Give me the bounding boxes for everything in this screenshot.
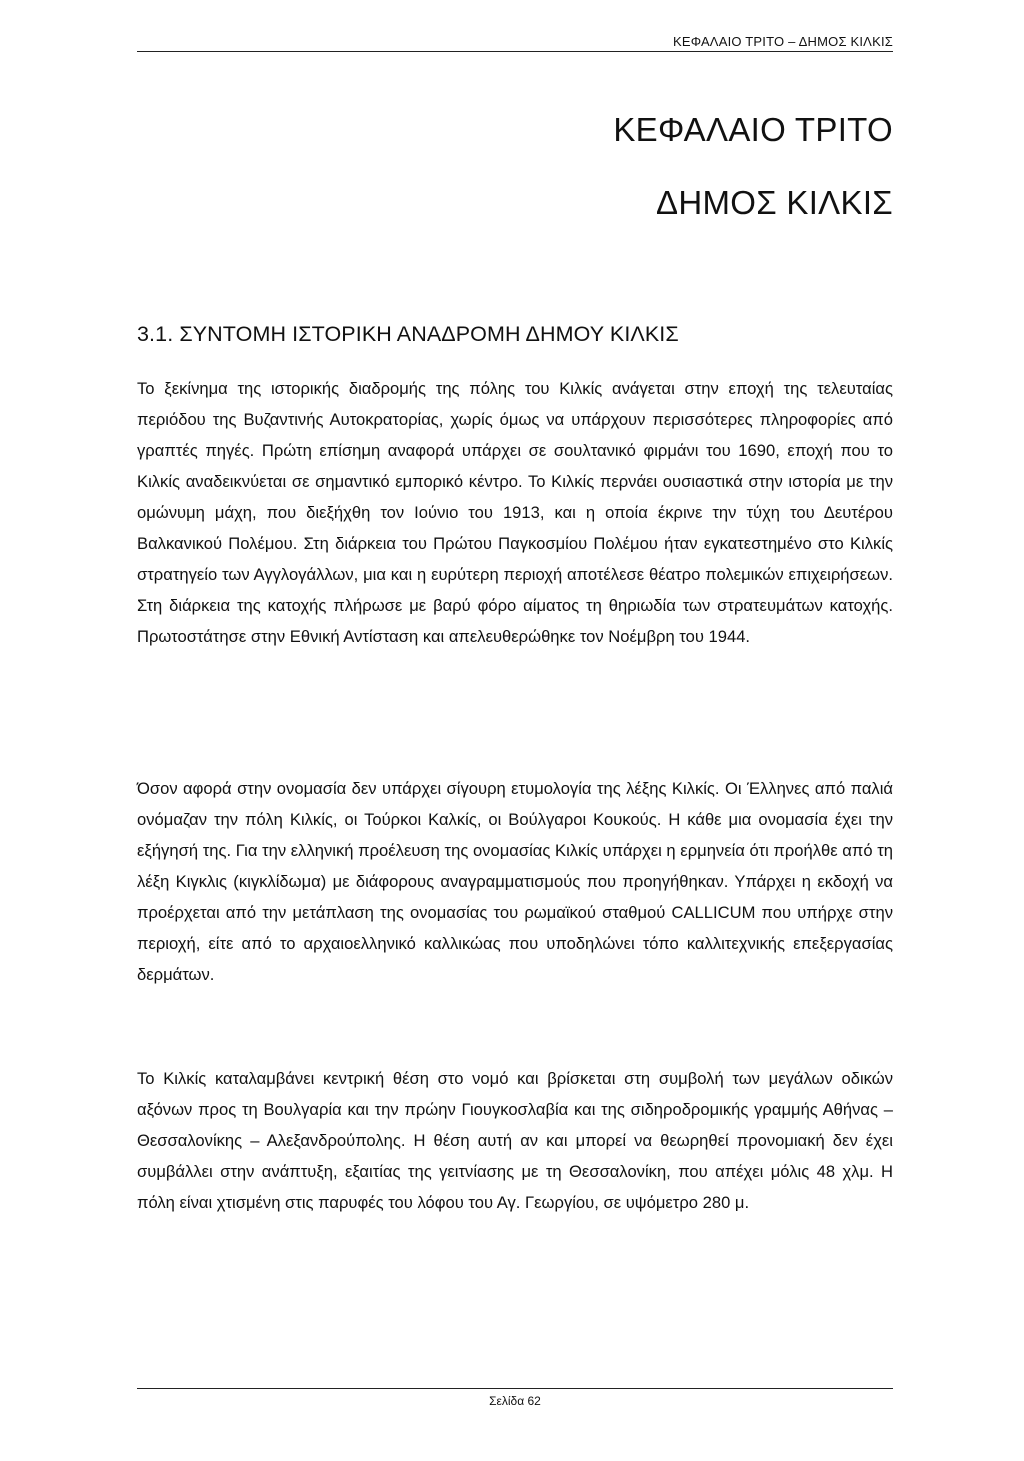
paragraph-history: Το ξεκίνημα της ιστορικής διαδρομής της πόλης του Κιλκίς ανάγεται στην εποχή της τελευταίας περιόδου της Βυζαντινής Αυτοκρατορίας, χωρίς όμως να υπάρχουν περισσότερες πληροφορίες από γραπτές πηγές. Πρώτη επίσημη αναφορά υπάρχει σε σουλτανικό φιρμάνι του 1690, εποχή που το Κιλκίς αναδεικνύεται σε σημαντικό εμπορικό κέντρο. Το Κιλκίς περνάει ουσιαστικά στην ιστορία με την ομώνυμη μάχη, που διεξήχθη τον Ιούνιο του 1913, και η οποία έκρινε την τύχη του Δευτέρου Βαλκανικού Πολέμου. Στη διάρκεια του Πρώτου Παγκοσμίου Πολέμου ήταν εγκατεστημένο στο Κιλκίς στρατηγείο των Αγγλογάλλων, μια και η ευρύτερη περιοχή αποτέλεσε θέατρο πολεμικών επιχειρήσεων. Στη διάρκεια της κατοχής πλήρωσε με βαρύ φόρο αίματος τη θηριωδία των στρατευμάτων κατοχής. Πρωτοστάτησε στην Εθνική Αντίσταση και απελευθερώθηκε τον Νοέμβρη του 1944. xyxy=(137,379,893,646)
chapter-subtitle: ΔΗΜΟΣ ΚΙΛΚΙΣ xyxy=(655,184,893,221)
header-rule xyxy=(137,51,893,52)
page-number: Σελίδα 62 xyxy=(489,1394,541,1408)
section-heading: 3.1. ΣΥΝΤΟΜΗ ΙΣΤΟΡΙΚΗ ΑΝΑΔΡΟΜΗ ΔΗΜΟΥ ΚΙΛΚΙΣ xyxy=(137,322,679,346)
running-header: ΚΕΦΑΛΑΙΟ ΤΡΙΤΟ – ΔΗΜΟΣ ΚΙΛΚΙΣ xyxy=(673,34,893,49)
paragraph-geography: Το Κιλκίς καταλαμβάνει κεντρική θέση στο νομό και βρίσκεται στη συμβολή των μεγάλων οδικών αξόνων προς τη Βουλγαρία και την πρώην Γιουγκοσλαβία και της σιδηροδρομικής γραμμής Αθήνας – Θεσσαλονίκης – Αλεξανδρούπολης. Η θέση αυτή αν και μπορεί να θεωρηθεί προνομιακή δεν έχει συμβάλλει στην ανάπτυξη, εξαιτίας της γειτνίασης με τη Θεσσαλονίκη, που απέχει μόλις 48 χλμ. Η πόλη είναι χτισμένη στις παρυφές του λόφου του Αγ. Γεωργίου, σε υψόμετρο 280 μ. xyxy=(137,1069,893,1212)
paragraph-etymology: Όσον αφορά στην ονομασία δεν υπάρχει σίγουρη ετυμολογία της λέξης Κιλκίς. Οι Έλληνες από παλιά ονόμαζαν την πόλη Κιλκίς, οι Τούρκοι Καλκίς, οι Βούλγαροι Κουκούς. Η κάθε μια ονομασία έχει την εξήγησή της. Για την ελληνική προέλευση της ονομασίας Κιλκίς υπάρχει η ερμηνεία ότι προήλθε από τη λέξη Κιγκλις (κιγκλίδωμα) με διάφορους αναγραμματισμούς που προηγήθηκαν. Υπάρχει η εκδοχή να προέρχεται από την μετάπλαση της ονομασίας του ρωμαϊκού σταθμού CALLICUM που υπήρχε στην περιοχή, είτε από το αρχαιοελληνικό καλλικώας που υποδηλώνει τόπο καλλιτεχνικής επεξεργασίας δερμάτων. xyxy=(137,779,893,984)
footer-rule xyxy=(137,1388,893,1389)
chapter-title: ΚΕΦΑΛΑΙΟ ΤΡΙΤΟ xyxy=(613,111,893,148)
